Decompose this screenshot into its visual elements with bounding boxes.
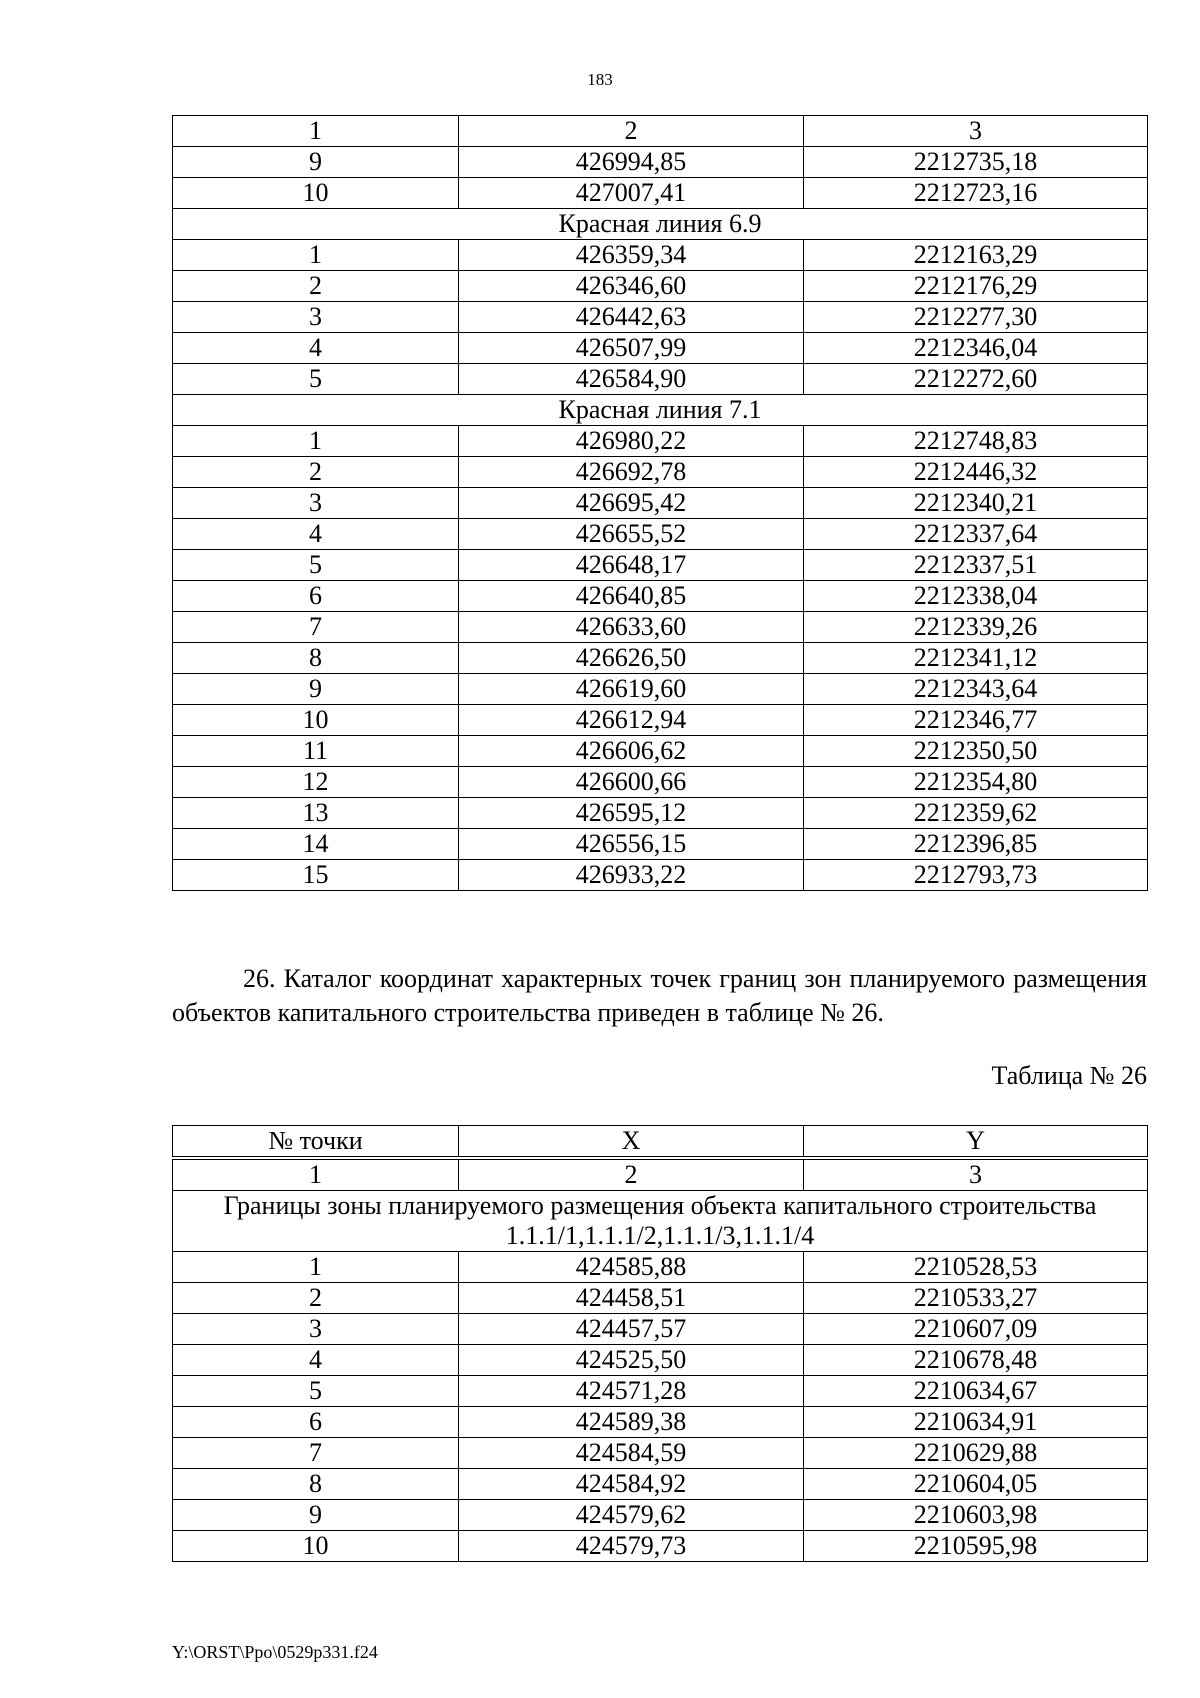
y-coordinate-cell: 2212343,64 [804, 674, 1148, 705]
point-number-cell: 1 [173, 426, 459, 457]
table-row [173, 178, 1148, 209]
column-number-row [173, 1158, 1148, 1191]
column-number-cell: 2 [459, 116, 804, 147]
point-number-cell: 9 [173, 674, 459, 705]
point-number-cell: 4 [173, 333, 459, 364]
y-coordinate-cell: 2212346,77 [804, 705, 1148, 736]
point-number-cell: 4 [173, 519, 459, 550]
coordinates-table-continued [172, 115, 1148, 891]
point-number-cell: 8 [173, 643, 459, 674]
header-x: X [459, 1126, 804, 1159]
table-caption: Таблица № 26 [991, 1061, 1147, 1090]
y-coordinate-cell: 2210634,91 [804, 1407, 1148, 1438]
table-row [173, 333, 1148, 364]
point-number-cell: 6 [173, 1407, 459, 1438]
table-row [173, 426, 1148, 457]
x-coordinate-cell: 426980,22 [459, 426, 804, 457]
y-coordinate-cell: 2212272,60 [804, 364, 1148, 395]
table-row [173, 612, 1148, 643]
header-point-number: № точки [173, 1126, 459, 1159]
point-number-cell: 5 [173, 550, 459, 581]
y-coordinate-cell: 2212735,18 [804, 147, 1148, 178]
x-coordinate-cell: 426994,85 [459, 147, 804, 178]
x-coordinate-cell: 426600,66 [459, 767, 804, 798]
y-coordinate-cell: 2212176,29 [804, 271, 1148, 302]
point-number-cell: 15 [173, 860, 459, 891]
y-coordinate-cell: 2210678,48 [804, 1345, 1148, 1376]
table-row [173, 1407, 1148, 1438]
y-coordinate-cell: 2212446,32 [804, 457, 1148, 488]
y-coordinate-cell: 2210634,67 [804, 1376, 1148, 1407]
column-number-cell: 3 [804, 1158, 1148, 1191]
y-coordinate-cell: 2212350,50 [804, 736, 1148, 767]
section-title-cell: Границы зоны планируемого размещения объекта капитального строительства 1.1.1/1,1.1.1/2,1.1.1/3,1.1.1/4 [173, 1191, 1148, 1252]
y-coordinate-cell: 2212338,04 [804, 581, 1148, 612]
point-number-cell: 1 [173, 240, 459, 271]
table-row [173, 705, 1148, 736]
table-row [173, 581, 1148, 612]
table-row [173, 1345, 1148, 1376]
point-number-cell: 9 [173, 1500, 459, 1531]
column-number-cell: 1 [173, 116, 459, 147]
section-title-row [173, 395, 1148, 426]
section-title-row [173, 1191, 1148, 1252]
point-number-cell: 6 [173, 581, 459, 612]
point-number-cell: 10 [173, 1531, 459, 1562]
x-coordinate-cell: 426359,34 [459, 240, 804, 271]
point-number-cell: 14 [173, 829, 459, 860]
x-coordinate-cell: 424589,38 [459, 1407, 804, 1438]
point-number-cell: 4 [173, 1345, 459, 1376]
point-number-cell: 2 [173, 457, 459, 488]
table-row [173, 364, 1148, 395]
y-coordinate-cell: 2212341,12 [804, 643, 1148, 674]
point-number-cell: 3 [173, 488, 459, 519]
table-row [173, 1500, 1148, 1531]
table-row [173, 798, 1148, 829]
table-row [173, 271, 1148, 302]
point-number-cell: 7 [173, 1438, 459, 1469]
y-coordinate-cell: 2212396,85 [804, 829, 1148, 860]
y-coordinate-cell: 2210629,88 [804, 1438, 1148, 1469]
x-coordinate-cell: 427007,41 [459, 178, 804, 209]
table-row [173, 550, 1148, 581]
x-coordinate-cell: 424458,51 [459, 1283, 804, 1314]
column-number-cell: 3 [804, 116, 1148, 147]
point-number-cell: 10 [173, 178, 459, 209]
point-number-cell: 5 [173, 364, 459, 395]
point-number-cell: 3 [173, 302, 459, 333]
x-coordinate-cell: 424585,88 [459, 1252, 804, 1283]
column-number-cell: 1 [173, 1158, 459, 1191]
x-coordinate-cell: 426933,22 [459, 860, 804, 891]
x-coordinate-cell: 424579,62 [459, 1500, 804, 1531]
x-coordinate-cell: 426619,60 [459, 674, 804, 705]
table-row [173, 829, 1148, 860]
point-number-cell: 2 [173, 1283, 459, 1314]
section-title-row [173, 209, 1148, 240]
table-row [173, 457, 1148, 488]
catalog-paragraph [172, 962, 1147, 1030]
x-coordinate-cell: 426595,12 [459, 798, 804, 829]
table-row [173, 1314, 1148, 1345]
y-coordinate-cell: 2212346,04 [804, 333, 1148, 364]
x-coordinate-cell: 426695,42 [459, 488, 804, 519]
header-y: Y [804, 1126, 1148, 1159]
table-row [173, 302, 1148, 333]
footer-file-path: Y:\ORST\Ppo\0529p331.f24 [172, 1642, 378, 1662]
point-number-cell: 9 [173, 147, 459, 178]
page-number: 183 [587, 70, 613, 89]
point-number-cell: 1 [173, 1252, 459, 1283]
point-number-cell: 13 [173, 798, 459, 829]
point-number-cell: 12 [173, 767, 459, 798]
y-coordinate-cell: 2212354,80 [804, 767, 1148, 798]
point-number-cell: 11 [173, 736, 459, 767]
section-title-cell: Красная линия 6.9 [173, 209, 1148, 240]
x-coordinate-cell: 426442,63 [459, 302, 804, 333]
x-coordinate-cell: 426346,60 [459, 271, 804, 302]
y-coordinate-cell: 2212337,51 [804, 550, 1148, 581]
table-row [173, 1438, 1148, 1469]
catalog-paragraph-text: 26. Каталог координат характерных точек границ зон планируемого размещения объектов капитального строительства приведен в таблице № 26. [172, 964, 1147, 1027]
table-row [173, 147, 1148, 178]
point-number-cell: 8 [173, 1469, 459, 1500]
table-row [173, 1283, 1148, 1314]
x-coordinate-cell: 426626,50 [459, 643, 804, 674]
y-coordinate-cell: 2212339,26 [804, 612, 1148, 643]
y-coordinate-cell: 2212340,21 [804, 488, 1148, 519]
y-coordinate-cell: 2212163,29 [804, 240, 1148, 271]
column-number-row [173, 116, 1148, 147]
y-coordinate-cell: 2210528,53 [804, 1252, 1148, 1283]
y-coordinate-cell: 2212277,30 [804, 302, 1148, 333]
x-coordinate-cell: 426648,17 [459, 550, 804, 581]
y-coordinate-cell: 2212337,64 [804, 519, 1148, 550]
y-coordinate-cell: 2210607,09 [804, 1314, 1148, 1345]
x-coordinate-cell: 424525,50 [459, 1345, 804, 1376]
y-coordinate-cell: 2212359,62 [804, 798, 1148, 829]
table-row [173, 767, 1148, 798]
y-coordinate-cell: 2210595,98 [804, 1531, 1148, 1562]
x-coordinate-cell: 424584,59 [459, 1438, 804, 1469]
y-coordinate-cell: 2212723,16 [804, 178, 1148, 209]
x-coordinate-cell: 426612,94 [459, 705, 804, 736]
table-header-row [173, 1126, 1148, 1159]
x-coordinate-cell: 426640,85 [459, 581, 804, 612]
table-row [173, 519, 1148, 550]
x-coordinate-cell: 424571,28 [459, 1376, 804, 1407]
y-coordinate-cell: 2210533,27 [804, 1283, 1148, 1314]
table-row [173, 240, 1148, 271]
column-number-cell: 2 [459, 1158, 804, 1191]
x-coordinate-cell: 426606,62 [459, 736, 804, 767]
section-title-cell: Красная линия 7.1 [173, 395, 1148, 426]
x-coordinate-cell: 424457,57 [459, 1314, 804, 1345]
x-coordinate-cell: 426692,78 [459, 457, 804, 488]
point-number-cell: 7 [173, 612, 459, 643]
x-coordinate-cell: 424579,73 [459, 1531, 804, 1562]
table-row [173, 1376, 1148, 1407]
table-row [173, 1531, 1148, 1562]
table-row [173, 488, 1148, 519]
point-number-cell: 2 [173, 271, 459, 302]
table-row [173, 736, 1148, 767]
x-coordinate-cell: 426655,52 [459, 519, 804, 550]
x-coordinate-cell: 424584,92 [459, 1469, 804, 1500]
table-row [173, 1252, 1148, 1283]
x-coordinate-cell: 426556,15 [459, 829, 804, 860]
y-coordinate-cell: 2210604,05 [804, 1469, 1148, 1500]
y-coordinate-cell: 2212793,73 [804, 860, 1148, 891]
point-number-cell: 5 [173, 1376, 459, 1407]
point-number-cell: 10 [173, 705, 459, 736]
y-coordinate-cell: 2212748,83 [804, 426, 1148, 457]
point-number-cell: 3 [173, 1314, 459, 1345]
x-coordinate-cell: 426633,60 [459, 612, 804, 643]
table-row [173, 1469, 1148, 1500]
x-coordinate-cell: 426584,90 [459, 364, 804, 395]
table-row [173, 860, 1148, 891]
coordinates-table-26 [172, 1125, 1148, 1562]
y-coordinate-cell: 2210603,98 [804, 1500, 1148, 1531]
x-coordinate-cell: 426507,99 [459, 333, 804, 364]
table-row [173, 674, 1148, 705]
table-row [173, 643, 1148, 674]
